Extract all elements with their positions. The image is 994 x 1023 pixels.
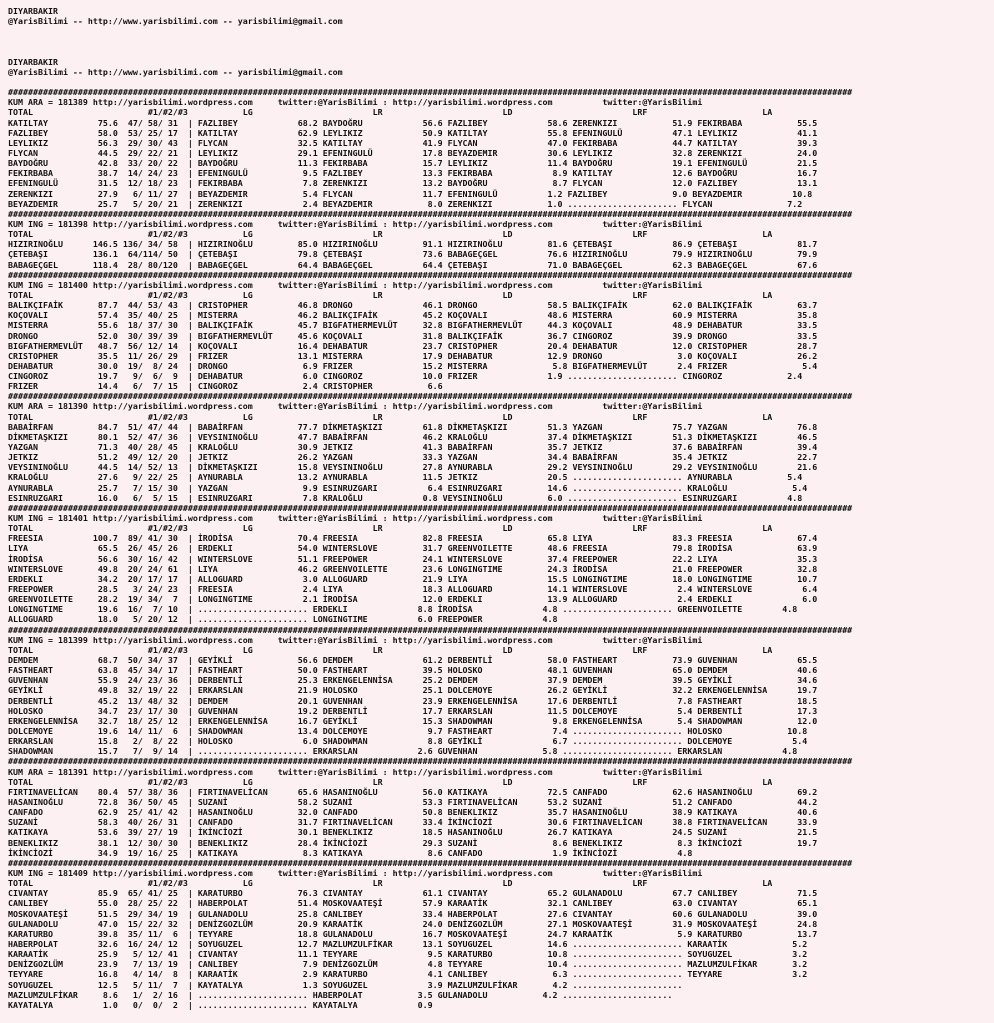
report-line: VEYSININOĞLU 44.5 14/ 52/ 13 | DİKMETAŞKIZI 15.8 VEYSININOĞLU 27.8 AYNURABLA 29.2 VEYSININOĞLU 29.2 VEYSININOĞLU 21.6 [8,462,818,473]
report-line: AYNURABLA 25.7 7/ 15/ 30 | YAZGAN 9.9 ESINRUZGARI 6.4 ESINRUZGARI 14.6 ...................... KRALOĞLU 5.4 [8,482,808,493]
report-line: İRODİSA 56.6 30/ 16/ 42 | WINTERSLOVE 51.1 FREEPOWER 24.1 WINTERSLOVE 37.4 FREEPOWER 22.2 LIYA 35.3 [8,553,818,564]
separator-line: ######################################################################################################################################################################### [8,502,853,513]
report-line: CRISTOPHER 35.5 11/ 26/ 29 | FRIZER 13.1 MISTERRA 17.9 DEHABATUR 12.9 DRONGO 3.0 KOÇOVALI 26.2 [8,350,818,361]
contact-line: @YarisBilimi -- http://www.yarisbilimi.com -- yarisbilimi@gmail.com [8,66,343,77]
report-line: FAZLIBEY 58.0 53/ 25/ 17 | KATILTAY 62.9 LEYLIKIZ 50.9 KATILTAY 55.8 EFENINGULÜ 47.1 LEYLIKIZ 41.1 [8,127,818,138]
column-header: TOTAL #1/#2/#3 LG LR LD LRF LA [8,878,773,889]
report-line: KATIKAYA 53.6 39/ 27/ 19 | İKİNCİOZİ 30.1 BENEKLIKIZ 18.5 HASANINOĞLU 26.7 KATIKAYA 24.5 SUZANİ 21.5 [8,827,818,838]
race-header: KUM ING = 181409 http://yarisbilimi.wordpress.com twitter:@YarisBilimi : http://yarisbilimi.wordpress.com twitter:@YarisBilimi [8,867,703,878]
report-line: TEYYARE 16.8 4/ 14/ 8 | KARAATİK 2.9 KARATURBO 4.1 CANLIBEY 6.3 ...................... TEYYARE 3.2 [8,969,808,980]
report-line: İKİNCİOZİ 34.9 19/ 16/ 25 | KATIKAYA 8.3 KATIKAYA 8.6 CANFADO 1.9 İKİNCİOZİ 4.8 [8,847,693,858]
race-header: KUM ARA = 181389 http://yarisbilimi.wordpress.com twitter:@YarisBilimi : http://yarisbilimi.wordpress.com twitter:@YarisBilimi [8,97,703,108]
report-line [8,77,852,87]
race-header: KUM ARA = 181391 http://yarisbilimi.wordpress.com twitter:@YarisBilimi : http://yarisbilimi.wordpress.com twitter:@YarisBilimi [8,766,703,777]
report-line: MISTERRA 55.6 18/ 37/ 30 | BALIKÇIFAİK 45.7 BIGFATHERMEVLÜT 32.8 BIGFATHERMEVLÜT 44.3 KOÇOVALI 48.9 DEHABATUR 33.5 [8,320,818,331]
report-line: DRONGO 52.0 30/ 39/ 39 | BIGFATHERMEVLÜT 45.6 KOÇOVALI 31.8 BALIKÇIFAİK 36.7 CINGOROZ 39.9 DRONGO 33.5 [8,330,818,341]
report-line: FREEPOWER 28.5 3/ 24/ 23 | FREESIA 2.4 LIYA 18.3 ALLOGUARD 14.1 WINTERSLOVE 2.4 WINTERSLOVE 6.4 [8,584,818,595]
report-line: FIRTINAVELİCAN 80.4 57/ 38/ 36 | FIRTINAVELİCAN 65.6 HASANINOĞLU 56.0 KATIKAYA 72.5 CANFADO 62.6 HASANINOĞLU 69.2 [8,786,818,797]
report-line: BAYDOĞRU 42.8 33/ 20/ 22 | BAYDOĞRU 11.3 FEKIRBABA 15.7 LEYLIKIZ 11.4 BAYDOĞRU 19.1 EFENINGULÜ 21.5 [8,158,818,169]
report-line: DEHABATUR 30.0 19/ 8/ 24 | DRONGO 6.9 FRIZER 15.2 MISTERRA 5.8 BIGFATHERMEVLÜT 2.4 FRIZER 5.4 [8,360,818,371]
report-line: CINGOROZ 19.7 9/ 6/ 9 | DEHABATUR 6.0 CINGOROZ 10.0 FRIZER 1.9 ...................... CINGOROZ 2.4 [8,371,803,382]
report-line: ERKENGELENNİSA 32.7 18/ 25/ 12 | ERKENGELENNİSA 16.7 GEYİKLİ 15.3 SHADOWMAN 9.8 ERKENGELENNİSA 5.4 SHADOWMAN 12.0 [8,715,818,726]
report-line: EFENINGULÜ 31.5 12/ 18/ 23 | FEKIRBABA 7.8 ZERENKIZI 13.2 BAYDOĞRU 8.7 FLYCAN 12.0 FAZLIBEY 13.1 [8,178,818,189]
race-header: KUM ING = 181399 http://yarisbilimi.wordpress.com twitter:@YarisBilimi : http://yarisbilimi.wordpress.com twitter:@YarisBilimi [8,634,703,645]
report-line: GULANADOLU 47.0 15/ 22/ 32 | DENİZGOZLÜM 20.9 KARAATİK 24.0 DENİZGOZLÜM 27.1 MOSKOVAATEŞİ 31.9 MOSKOVAATEŞİ 24.8 [8,918,818,929]
report-line: ERDEKLI 34.2 20/ 17/ 17 | ALLOGUARD 3.0 ALLOGUARD 21.9 LIYA 15.5 LONGINGTIME 18.0 LONGINGTIME 10.7 [8,573,818,584]
separator-line: ######################################################################################################################################################################### [8,624,853,635]
report-line: DENİZGOZLÜM 23.9 7/ 13/ 19 | CANLIBEY 7.9 DENİZGOZLÜM 4.8 TEYYARE 10.4 ...................... MAZLUMZULFİKAR 3.2 [8,959,808,970]
report-line: KAYATALYA 1.0 0/ 0/ 2 | ...................... KAYATALYA 0.9 [8,999,433,1010]
report-line: SUZANİ 58.3 40/ 26/ 31 | CANFADO 31.7 FIRTINAVELİCAN 33.4 İKİNCİOZİ 30.6 FIRTINAVELİCAN 38.8 FIRTINAVELİCAN 33.9 [8,817,818,828]
city-title: DIYARBAKIR [8,56,58,67]
column-header: TOTAL #1/#2/#3 LG LR LD LRF LA [8,289,773,300]
report-line: ÇETEBAŞI 136.1 64/114/ 50 | ÇETEBAŞI 79.8 ÇETEBAŞI 73.6 BABAGEÇGEL 76.6 HIZIRINOĞLU 79.9 HIZIRINOĞLU 79.9 [8,249,818,260]
report-line: DERBENTLİ 45.2 13/ 48/ 32 | DEMDEM 20.1 GUVENHAN 23.9 ERKENGELENNİSA 17.6 DERBENTLİ 7.8 FASTHEART 18.5 [8,695,818,706]
report-line: BENEKLIKIZ 38.1 12/ 30/ 30 | BENEKLIKIZ 28.4 İKİNCİOZİ 29.3 SUZANİ 8.6 BENEKLIKIZ 8.3 İKİNCİOZİ 19.7 [8,837,818,848]
contact-line: @YarisBilimi -- http://www.yarisbilimi.com -- yarisbilimi@gmail.com [8,16,343,27]
race-header: KUM ARA = 181390 http://yarisbilimi.wordpress.com twitter:@YarisBilimi : http://yarisbilimi.wordpress.com twitter:@YarisBilimi [8,401,703,412]
report-line: MAZLUMZULFİKAR 8.6 1/ 2/ 16 | ...................... HABERPOLAT 3.5 GULANADOLU 4.2 ...................... [8,989,673,1000]
report-line: SOYUGUZEL 12.5 5/ 11/ 7 | KAYATALYA 1.3 SOYUGUZEL 3.9 MAZLUMZULFİKAR 4.2 ...................... [8,979,683,990]
report-line: KOÇOVALI 57.4 35/ 40/ 25 | MISTERRA 46.2 BALIKÇIFAİK 45.2 KOÇOVALI 48.6 MISTERRA 60.9 MISTERRA 35.8 [8,310,818,321]
race-report [8,6,852,1010]
report-line: HABERPOLAT 32.6 16/ 24/ 12 | SOYUGUZEL 12.7 MAZLUMZULFİKAR 13.1 SOYUGUZEL 14.6 ...................... KARAATİK 5.2 [8,938,808,949]
report-line: KRALOĞLU 27.6 9/ 22/ 25 | AYNURABLA 13.2 AYNURABLA 11.5 JETKIZ 20.5 ...................... AYNURABLA 5.4 [8,472,803,483]
report-line: CIVANTAY 85.9 65/ 41/ 25 | KARATURBO 76.3 CIVANTAY 61.1 CIVANTAY 65.2 GULANADOLU 67.7 CANLIBEY 71.5 [8,888,818,899]
report-line: WINTERSLOVE 49.8 20/ 24/ 61 | LIYA 46.2 GREENVOILETTE 23.6 LONGINGTIME 24.3 İRODİSA 21.0 FREEPOWER 32.8 [8,563,818,574]
report-line: ESINRUZGARI 16.0 6/ 5/ 15 | ESINRUZGARI 7.8 KRALOĞLU 0.8 VEYSININOĞLU 6.0 ...................... ESINRUZGARI 4.8 [8,492,803,503]
column-header: TOTAL #1/#2/#3 LG LR LD LRF LA [8,776,773,787]
column-header: TOTAL #1/#2/#3 LG LR LD LRF LA [8,523,773,534]
race-header: KUM ING = 181400 http://yarisbilimi.wordpress.com twitter:@YarisBilimi : http://yarisbilimi.wordpress.com twitter:@YarisBilimi [8,279,703,290]
race-header: KUM ING = 181398 http://yarisbilimi.wordpress.com twitter:@YarisBilimi : http://yarisbilimi.wordpress.com twitter:@YarisBilimi [8,218,703,229]
report-line: KARAATİK 25.9 5/ 12/ 41 | CIVANTAY 11.1 TEYYARE 9.5 KARATURBO 10.8 ...................... SOYUGUZEL 3.2 [8,949,808,960]
report-line: BEYAZDEMIR 25.7 5/ 20/ 21 | ZERENKIZI 2.4 BEYAZDEMIR 8.0 ZERENKIZI 1.0 ...................... FLYCAN 7.2 [8,198,803,209]
report-line: GEYİKLİ 49.8 32/ 19/ 22 | ERKARSLAN 21.9 HOLOSKO 25.1 DOLCEMOYE 26.2 GEYİKLİ 32.2 ERKENGELENNİSA 19.7 [8,685,818,696]
report-line: FEKIRBABA 38.7 14/ 24/ 23 | EFENINGULÜ 9.5 FAZLIBEY 13.3 FEKIRBABA 8.9 KATILTAY 12.6 BAYDOĞRU 16.7 [8,168,818,179]
report-line: DOLCEMOYE 19.6 14/ 11/ 6 | SHADOWMAN 13.4 DOLCEMOYE 9.7 FASTHEART 7.4 ...................... HOLOSKO 10.8 [8,725,808,736]
report-line: GREENVOILETTE 28.2 19/ 34/ 7 | LONGINGTIME 2.1 İRODİSA 12.0 ERDEKLI 13.9 ALLOGUARD 2.4 ERDEKLI 6.0 [8,594,818,605]
report-line: DEMDEM 68.7 50/ 34/ 37 | GEYİKLİ 56.6 DEMDEM 61.2 DERBENTLİ 58.0 FASTHEART 73.9 GUVENHAN 65.5 [8,655,818,665]
report-line: KATILTAY 75.6 47/ 58/ 31 | FAZLIBEY 68.2 BAYDOĞRU 56.6 FAZLIBEY 58.6 ZERENKIZI 51.9 FEKIRBABA 55.5 [8,117,818,128]
report-line: BALIKÇIFAİK 87.7 44/ 53/ 43 | CRISTOPHER 46.8 DRONGO 46.1 DRONGO 58.5 BALIKÇIFAİK 62.0 BALIKÇIFAİK 63.7 [8,300,818,311]
report-line: ERKARSLAN 15.8 2/ 8/ 22 | HOLOSKO 6.0 SHADOWMAN 8.8 GEYİKLİ 6.7 ...................... DOLCEMOYE 5.4 [8,736,808,747]
report-line: LIYA 65.5 26/ 45/ 26 | ERDEKLI 54.0 WINTERSLOVE 31.7 GREENVOILETTE 48.6 FREESIA 79.8 İRODİSA 63.9 [8,543,818,554]
report-line: BIGFATHERMEVLÜT 48.7 56/ 12/ 14 | KOÇOVALI 16.4 DEHABATUR 23.7 CRISTOPHER 20.4 DEHABATUR 12.0 CRISTOPHER 28.7 [8,340,818,351]
report-line: MOSKOVAATEŞİ 51.5 29/ 34/ 19 | GULANADOLU 25.8 CANLIBEY 33.4 HABERPOLAT 27.6 CIVANTAY 60.6 GULANADOLU 39.0 [8,908,818,919]
report-line: FREESIA 100.7 89/ 41/ 30 | İRODİSA 70.4 FREESIA 82.8 FREESIA 65.8 LIYA 83.3 FREESIA 67.4 [8,533,818,544]
report-line: JETKIZ 51.2 49/ 12/ 20 | JETKIZ 26.2 YAZGAN 33.3 YAZGAN 34.4 BABAİRFAN 35.4 JETKIZ 22.7 [8,452,818,463]
race-header: KUM ING = 181401 http://yarisbilimi.wordpress.com twitter:@YarisBilimi : http://yarisbilimi.wordpress.com twitter:@YarisBilimi [8,513,703,524]
report-line: CANFADO 62.9 25/ 41/ 42 | HASANINOĞLU 32.0 CANFADO 50.8 BENEKLIKIZ 35.7 HASANINOĞLU 38.9 KATIKAYA 40.6 [8,807,818,818]
report-line [8,36,852,46]
report-line: ALLOGUARD 18.0 5/ 20/ 12 | ...................... LONGINGTIME 6.0 FREEPOWER 4.8 [8,614,558,625]
report-line: DİKMETAŞKIZI 80.1 52/ 47/ 36 | VEYSININOĞLU 47.7 BABAİRFAN 46.2 KRALOĞLU 37.4 DİKMETAŞKIZI 51.3 DİKMETAŞKIZI 46.5 [8,431,818,442]
report-line: BABAGEÇGEL 118.4 28/ 80/120 | BABAGEÇGEL 64.4 BABAGEÇGEL 64.4 ÇETEBAŞI 71.0 BABAGEÇGEL 62.3 BABAGEÇGEL 67.6 [8,259,818,270]
report-line: LONGINGTIME 19.6 16/ 7/ 10 | ...................... ERDEKLI 8.8 İRODİSA 4.8 ...................... GREENVOILETTE 4.8 [8,604,798,615]
report-line: HASANINOĞLU 72.8 36/ 50/ 45 | SUZANİ 58.2 SUZANİ 53.3 FIRTINAVELİCAN 53.2 SUZANİ 51.2 CANFADO 44.2 [8,796,818,807]
separator-line: ######################################################################################################################################################################### [8,208,853,219]
separator-line: ######################################################################################################################################################################### [8,857,853,868]
report-line: GUVENHAN 55.9 24/ 23/ 36 | DERBENTLİ 25.3 ERKENGELENNİSA 25.2 DEMDEM 37.9 DEMDEM 39.5 GEYİKLİ 34.6 [8,675,818,686]
report-line [8,47,852,57]
city-title: DIYARBAKIR [8,6,58,16]
separator-line: ######################################################################################################################################################################### [8,269,853,280]
report-line: HIZIRINOĞLU 146.5 136/ 34/ 58 | HIZIRINOĞLU 85.0 HIZIRINOĞLU 91.1 HIZIRINOĞLU 81.6 ÇETEBAŞI 86.9 ÇETEBAŞI 81.7 [8,239,818,250]
report-line: ZERENKIZI 27.9 6/ 11/ 27 | BEYAZDEMIR 5.4 FLYCAN 11.7 EFENINGULÜ 1.2 FAZLIBEY 9.0 BEYAZDEMIR 10.8 [8,188,813,199]
report-line [8,26,852,36]
report-line: KARATURBO 39.8 35/ 11/ 6 | TEYYARE 18.8 GULANADOLU 16.7 MOSKOVAATEŞİ 24.7 KARAATİK 5.9 KARATURBO 13.7 [8,928,818,939]
report-line: LEYLIKIZ 56.3 29/ 30/ 43 | FLYCAN 32.5 KATILTAY 41.9 FLYCAN 47.0 FEKIRBABA 44.7 KATILTAY 39.3 [8,137,818,148]
report-line: SHADOWMAN 15.7 7/ 9/ 14 | ...................... ERKARSLAN 2.6 GUVENHAN 5.8 ...................... ERKARSLAN 4.8 [8,746,798,757]
column-header: TOTAL #1/#2/#3 LG LR LD LRF LA [8,229,773,240]
column-header: TOTAL #1/#2/#3 LG LR LD LRF LA [8,107,773,118]
report-line: CANLIBEY 55.0 28/ 25/ 22 | HABERPOLAT 51.4 MOSKOVAATEŞİ 57.9 KARAATİK 32.1 CANLIBEY 63.0 CIVANTAY 65.1 [8,898,818,909]
column-header: TOTAL #1/#2/#3 LG LR LD LRF LA [8,644,773,655]
report-line: FRIZER 14.4 6/ 7/ 15 | CINGOROZ 2.4 CRISTOPHER 6.6 [8,381,443,392]
report-line: HOLOSKO 34.7 23/ 17/ 30 | GUVENHAN 19.2 DERBENTLİ 17.7 ERKARSLAN 11.5 DOLCEMOYE 5.4 DERBENTLİ 17.3 [8,705,818,716]
report-line: FLYCAN 44.5 29/ 22/ 21 | LEYLIKIZ 29.1 EFENINGULÜ 17.8 BEYAZDEMIR 30.6 LEYLIKIZ 32.8 ZERENKIZI 24.0 [8,147,818,158]
report-line: BABAİRFAN 84.7 51/ 47/ 44 | BABAİRFAN 77.7 DİKMETAŞKIZI 61.8 DİKMETAŞKIZI 51.3 YAZGAN 75.7 YAZGAN 76.8 [8,421,818,432]
report-line: YAZGAN 71.3 40/ 28/ 45 | KRALOĞLU 30.9 JETKIZ 41.3 BABAİRFAN 35.7 JETKIZ 37.6 BABAİRFAN 39.4 [8,442,818,453]
separator-line: ######################################################################################################################################################################### [8,87,853,98]
separator-line: ######################################################################################################################################################################### [8,391,853,402]
report-line: FASTHEART 63.8 45/ 34/ 17 | FASTHEART 50.0 FASTHEART 39.5 HOLOSKO 48.1 GUVENHAN 65.0 DEMDEM 40.6 [8,665,818,676]
separator-line: ######################################################################################################################################################################### [8,756,853,767]
column-header: TOTAL #1/#2/#3 LG LR LD LRF LA [8,411,773,422]
